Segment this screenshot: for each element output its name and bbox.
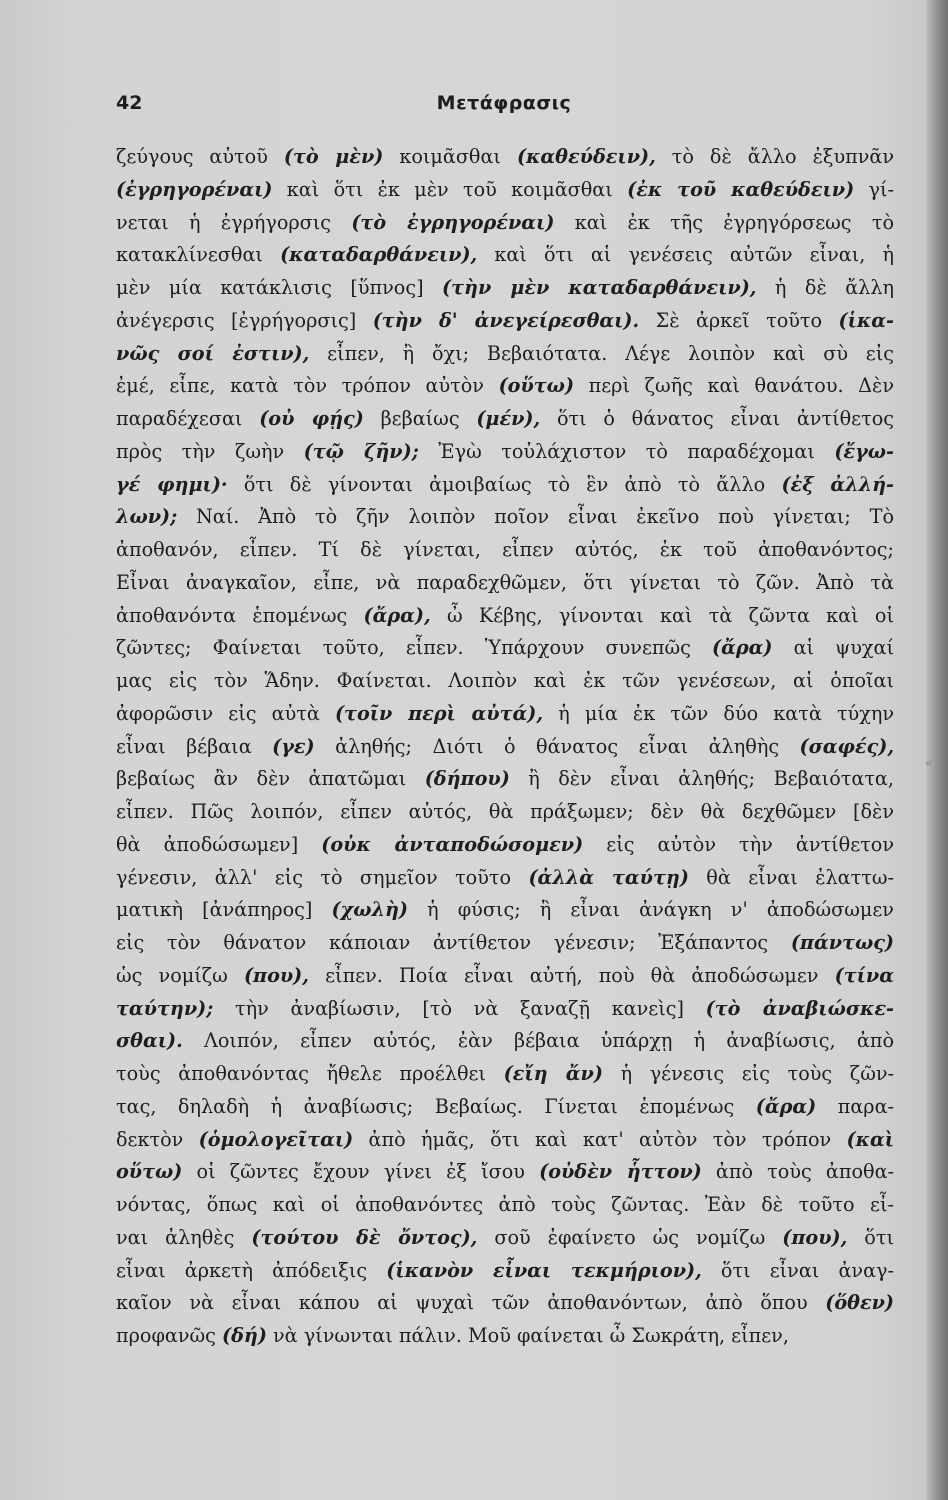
text-line (116, 403, 894, 436)
text-run: κοιμᾶσθαι (383, 145, 517, 168)
text-line (116, 665, 894, 698)
text-run: εἶπεν. Ποία εἶναι αὐτή, ποὺ θὰ ἀποδώσωμεν (308, 963, 835, 987)
text-line (116, 272, 894, 305)
text-line (116, 960, 894, 993)
greek-gloss: (τίνα (834, 963, 894, 987)
text-line (116, 370, 894, 403)
text-run: αἱ ψυχαί (772, 636, 895, 660)
text-line (116, 600, 894, 633)
page-number: 42 (116, 92, 143, 114)
text-line (116, 1222, 894, 1255)
greek-gloss: νῶς σοί ἐστιν), (116, 341, 310, 365)
text-line (116, 305, 894, 338)
body-text (116, 141, 894, 1353)
text-run: ἀποθανόντα ἑπομένως (116, 603, 364, 627)
running-title: Μετάφρασις (436, 92, 572, 114)
text-run: Λοιπόν, εἶπεν αὐτός, ἐὰν βέβαια ὑπάρχῃ ἡ ἀναβίωσις, ἀπὸ (182, 1029, 894, 1053)
greek-gloss: (δή) (222, 1324, 267, 1347)
text-line (116, 338, 894, 371)
text-run: καῖον νὰ εἶναι κάπου αἱ ψυχαὶ τῶν ἀποθανόντων, ἀπὸ ὅπου (116, 1291, 826, 1315)
text-line (116, 207, 894, 240)
text-line (116, 239, 894, 272)
text-run: θὰ ἀποδώσωμεν] (116, 832, 322, 856)
greek-gloss: (ὅθεν) (825, 1291, 894, 1315)
text-run: ἀπὸ ἡμᾶς, ὅτι καὶ κατ' αὐτὸν τὸν τρόπον (353, 1127, 847, 1151)
greek-gloss: (πάντως) (790, 931, 894, 954)
greek-gloss: (ἱκα- (838, 308, 895, 332)
greek-gloss: (ἐκ τοῦ καθεύδειν) (627, 177, 855, 201)
text-run: γένεσιν, ἀλλ' εἰς τὸ σημεῖον τοῦτο (116, 865, 529, 889)
text-run: ματικὴ [ἀνάπηρος] (116, 898, 332, 922)
greek-gloss: λων); (116, 505, 178, 529)
greek-gloss: (ἐγρηγορέναι) (116, 177, 273, 201)
text-run: τοὺς ἀποθανόντας ἤθελε προέλθει (116, 1062, 504, 1085)
text-line (116, 894, 894, 927)
text-run: ὦ Κέβης, γίνονται καὶ τὰ ζῶντα καὶ οἱ (430, 603, 894, 627)
greek-gloss: (που), (782, 1225, 848, 1249)
text-line (116, 993, 894, 1026)
greek-gloss: (τούτου δὲ ὄντος), (251, 1225, 478, 1249)
text-line (116, 174, 894, 207)
text-line (116, 1124, 894, 1157)
text-run: νὰ γίνωνται πάλιν. Μοῦ φαίνεται ὦ Σωκράτη, εἶπεν, (266, 1324, 789, 1347)
text-run: νεται ἡ ἐγρήγορσις (116, 210, 352, 234)
text-line (116, 927, 894, 960)
greek-gloss: οὕτω) (116, 1160, 183, 1184)
page-header (116, 92, 892, 122)
text-run: ὅτι ὁ θάνατος εἶναι ἀντίθετος (540, 407, 895, 430)
text-line (116, 1025, 894, 1058)
text-line (116, 763, 894, 796)
text-run: εἰς αὐτὸν τὴν ἀντίθετον (583, 832, 894, 856)
page-spine-shadow (926, 0, 948, 1500)
text-run: εἶναι ἀρκετὴ ἀπόδειξις (116, 1258, 387, 1282)
text-line (116, 862, 894, 895)
text-run: ναι ἀληθὲς (116, 1225, 252, 1249)
text-run: τὸ δὲ ἄλλο ἐξυπνᾶν (655, 145, 895, 168)
greek-gloss: (οὐ φῄς) (259, 407, 364, 430)
text-run: καὶ ἐκ τῆς ἐγρηγόρσεως τὸ (554, 210, 895, 234)
greek-gloss: (καὶ (846, 1127, 894, 1151)
text-run: ὡς νομίζω (116, 963, 244, 987)
text-line (116, 796, 894, 829)
greek-gloss: (καθεύδειν), (516, 145, 656, 168)
text-run: ἡ φύσις; ἢ εἶναι ἀνάγκη ν' ἀποδώσωμεν (407, 898, 894, 922)
text-line (116, 829, 894, 862)
text-run: δεκτὸν (116, 1127, 199, 1151)
greek-gloss: (τὴν μὲν καταδαρθάνειν), (442, 276, 757, 299)
text-run: προφανῶς (116, 1324, 222, 1347)
text-run: περὶ ζωῆς καὶ θανάτου. Δὲν (574, 374, 894, 398)
text-run: μας εἰς τὸν Ἅδην. Φαίνεται. Λοιπὸν καὶ ἐκ τῶν γενέσεων, αἱ ὁποῖαι (116, 669, 894, 692)
text-run: καὶ ὅτι αἱ γενέσεις αὐτῶν εἶναι, ἡ (477, 243, 894, 267)
text-line (116, 1091, 894, 1124)
greek-gloss: (ἄρα) (712, 636, 773, 660)
text-run: βεβαίως (363, 407, 477, 430)
greek-gloss: (τοῖν περὶ αὐτά), (334, 701, 544, 725)
text-run: Ναί. Ἀπὸ τὸ ζῆν λοιπὸν ποῖον εἶναι ἐκεῖνο ποὺ γίνεται; Τὸ (177, 505, 894, 529)
greek-gloss: (δήπου) (424, 767, 510, 791)
greek-gloss: (τὸ μὲν) (283, 145, 384, 168)
text-run: εἶπεν, ἢ ὄχι; Βεβαιότατα. Λέγε λοιπὸν καὶ σὺ εἰς (309, 341, 894, 365)
text-run: πρὸς τὴν ζωὴν (116, 439, 304, 463)
greek-gloss: (ἱκανὸν εἶναι τεκμήριον), (386, 1258, 702, 1282)
text-run: ἀνέγερσις [ἐγρήγορσις] (116, 308, 373, 332)
greek-gloss: (ὁμολογεῖται) (198, 1127, 354, 1151)
greek-gloss: (ἄρα), (363, 603, 431, 627)
greek-gloss: (ἐξ ἀλλή- (781, 472, 894, 496)
greek-gloss: (που), (243, 963, 309, 987)
text-run: τὴν ἀναβίωσιν, [τὸ νὰ ξαναζῇ κανεὶς] (213, 996, 706, 1020)
greek-gloss: (τῷ ζῆν); (303, 439, 419, 463)
text-run: ὅτι (847, 1225, 894, 1249)
text-line (116, 731, 894, 764)
text-run: οἱ ζῶντες ἔχουν γίνει ἐξ ἴσου (182, 1160, 540, 1184)
text-run: Σὲ ἀρκεῖ τοῦτο (639, 308, 839, 332)
greek-gloss: (καταδαρθάνειν), (280, 243, 478, 267)
text-run: ἀληθής; Διότι ὁ θάνατος εἶναι ἀληθὴς (314, 734, 800, 758)
text-run: εἶπεν. Πῶς λοιπόν, εἶπεν αὐτός, θὰ πράξωμεν; δὲν θὰ δεχθῶμεν [δὲν (116, 800, 894, 823)
text-run: ζεύγους αὐτοῦ (116, 145, 284, 168)
greek-gloss: (οὐκ ἀνταποδώσομεν) (321, 832, 584, 856)
text-run: ἐμέ, εἶπε, κατὰ τὸν τρόπον αὐτὸν (116, 374, 499, 398)
text-line (116, 632, 894, 665)
text-line (116, 469, 894, 502)
text-run: θὰ εἶναι ἐλαττω- (688, 865, 894, 889)
text-run: ἡ δὲ ἄλλη (756, 276, 894, 299)
text-run: ἀποθανόν, εἶπεν. Τί δὲ γίνεται, εἶπεν αὐτός, ἐκ τοῦ ἀποθανόντος; (116, 538, 894, 561)
text-run: σοῦ ἐφαίνετο ὡς νομίζω (477, 1225, 783, 1249)
text-run: ζῶντες; Φαίνεται τοῦτο, εἶπεν. Ὑπάρχουν συνεπῶς (116, 636, 713, 660)
text-line (116, 1287, 894, 1320)
greek-gloss: (τὴν δ' ἀνεγείρεσθαι). (372, 308, 640, 332)
text-run: ἀπὸ τοὺς ἀποθα- (701, 1160, 895, 1184)
margin-mark: « (925, 756, 933, 770)
text-line (116, 1255, 894, 1288)
text-line (116, 1320, 894, 1353)
greek-gloss: (εἴη ἄν) (503, 1062, 603, 1085)
greek-gloss: (ἄρα) (755, 1094, 817, 1118)
greek-gloss: (οὐδὲν ἧττον) (539, 1160, 702, 1184)
text-run: γί- (854, 177, 894, 201)
greek-gloss: (οὕτω) (498, 374, 575, 398)
greek-gloss: σθαι). (116, 1029, 183, 1053)
text-run: μὲν μία κατάκλισις [ὕπνος] (116, 276, 443, 299)
text-line (116, 1156, 894, 1189)
text-line (116, 534, 894, 567)
text-line (116, 141, 894, 174)
text-line (116, 436, 894, 469)
greek-gloss: (μέν), (476, 407, 541, 430)
greek-gloss: (χωλὴ) (331, 898, 408, 922)
text-run: ἀφορῶσιν εἰς αὐτὰ (116, 701, 335, 725)
text-line (116, 1058, 894, 1091)
greek-gloss: ταύτην); (116, 996, 214, 1020)
greek-gloss: (τὸ ἀναβιώσκε- (705, 996, 894, 1020)
greek-gloss: (τὸ ἐγρηγορέναι) (351, 210, 555, 234)
text-run: ἡ μία ἐκ τῶν δύο κατὰ τύχην (543, 701, 895, 725)
text-line (116, 698, 894, 731)
text-run: βεβαίως ἂν δὲν ἀπατῶμαι (116, 767, 425, 791)
text-run: τας, δηλαδὴ ἡ ἀναβίωσις; Βεβαίως. Γίνεται ἑπομένως (116, 1094, 756, 1118)
greek-gloss: (ἀλλὰ ταύτῃ) (528, 865, 689, 889)
text-run: ἢ δὲν εἶναι ἀληθής; Βεβαιότατα, (509, 767, 894, 791)
greek-gloss: (γε) (272, 734, 315, 758)
text-run: ὅτι εἶναι ἀναγ- (701, 1258, 894, 1282)
text-run: νόντας, ὅπως καὶ οἱ ἀποθανόντες ἀπὸ τοὺς ζῶντας. Ἐὰν δὲ τοῦτο εἶ- (116, 1193, 894, 1216)
text-run: κατακλίνεσθαι (116, 243, 281, 267)
text-run: ἡ γένεσις εἰς τοὺς ζῶν- (602, 1062, 894, 1085)
greek-gloss: (σαφές), (799, 734, 895, 758)
greek-gloss: γέ φημι)· (116, 472, 228, 496)
text-run: εἶναι βέβαια (116, 734, 273, 758)
greek-gloss: (ἔγω- (834, 439, 894, 463)
text-line (116, 567, 894, 600)
text-line (116, 1189, 894, 1222)
text-run: Εἶναι ἀναγκαῖον, εἶπε, νὰ παραδεχθῶμεν, ὅτι γίνεται τὸ ζῶν. Ἀπὸ τὰ (116, 570, 894, 594)
text-run: παραδέχεσαι (116, 407, 260, 430)
text-run: ὅτι δὲ γίνονται ἀμοιβαίως τὸ ἓν ἀπὸ τὸ ἄλλο (227, 472, 782, 496)
text-run: καὶ ὅτι ἐκ μὲν τοῦ κοιμᾶσθαι (272, 177, 628, 201)
text-line (116, 501, 894, 534)
text-run: εἰς τὸν θάνατον κάποιαν ἀντίθετον γένεσιν; Ἐξάπαντος (116, 931, 791, 954)
text-run: παρα- (816, 1094, 895, 1118)
text-run: Ἐγὼ τοὐλάχιστον τὸ παραδέχομαι (418, 439, 835, 463)
